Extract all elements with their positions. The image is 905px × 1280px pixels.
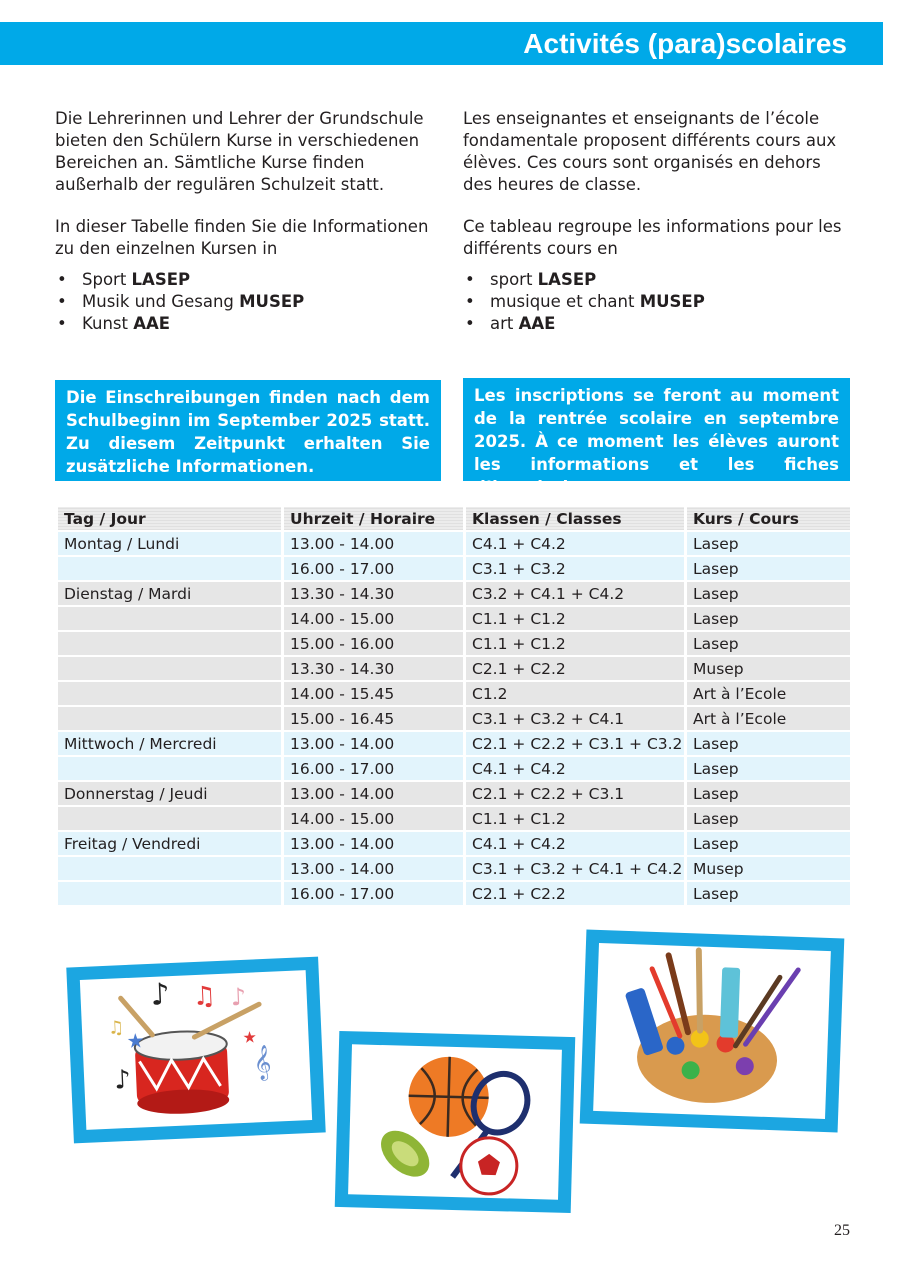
table-row (58, 832, 850, 855)
cell-classes: C1.2 (466, 682, 684, 705)
sports-illustration-canvas (348, 1044, 562, 1199)
german-column (55, 108, 445, 335)
bullet: • (465, 292, 475, 311)
cell-day (58, 757, 281, 780)
german-notice: Die Einschreibungen finden nach dem Schulbeginn im September 2025 statt. Zu diesem Zeitpunkt erhalten Sie zusätzliche Informationen. (55, 380, 441, 481)
cell-course: Lasep (687, 632, 850, 655)
cell-day (58, 707, 281, 730)
table-row (58, 807, 850, 830)
drum-icon (80, 970, 312, 1130)
cell-course: Lasep (687, 832, 850, 855)
cell-course: Art à l’Ecole (687, 707, 850, 730)
cell-day: Mittwoch / Mercredi (58, 732, 281, 755)
cell-classes: C3.1 + C3.2 + C4.1 + C4.2 (466, 857, 684, 880)
cell-day (58, 657, 281, 680)
french-intro: Les enseignantes et enseignants de l’école fondamentale proposent différents cours aux élèves. Ces cours sont organisés en dehors des heures de classe. (463, 109, 837, 194)
cell-day (58, 807, 281, 830)
art-illustration-canvas (593, 943, 831, 1119)
list-item-text: sport (490, 270, 538, 289)
list-item (463, 313, 853, 335)
cell-time: 15.00 - 16.00 (284, 632, 463, 655)
title-bar (0, 22, 883, 65)
list-item (55, 269, 445, 291)
cell-day: Freitag / Vendredi (58, 832, 281, 855)
cell-classes: C1.1 + C1.2 (466, 807, 684, 830)
table-row (58, 607, 850, 630)
table-row (58, 782, 850, 805)
cell-classes: C4.1 + C4.2 (466, 757, 684, 780)
cell-time: 16.00 - 17.00 (284, 757, 463, 780)
cell-classes: C3.2 + C4.1 + C4.2 (466, 582, 684, 605)
cell-course: Lasep (687, 532, 850, 555)
cell-time: 16.00 - 17.00 (284, 882, 463, 905)
list-item-code: MUSEP (639, 292, 705, 311)
bullet: • (465, 270, 475, 289)
french-course-list (463, 269, 853, 335)
bullet: • (57, 314, 67, 333)
german-course-list (55, 269, 445, 335)
table-row (58, 557, 850, 580)
svg-text:♪: ♪ (149, 977, 171, 1013)
header-classes: Klassen / Classes (466, 507, 684, 530)
cell-time: 13.00 - 14.00 (284, 857, 463, 880)
cell-day (58, 557, 281, 580)
table-header-row (58, 507, 850, 530)
cell-time: 13.00 - 14.00 (284, 532, 463, 555)
art-supplies-illustration (580, 930, 845, 1133)
list-item-code: LASEP (131, 270, 191, 289)
cell-course: Art à l’Ecole (687, 682, 850, 705)
cell-classes: C2.1 + C2.2 + C3.1 (466, 782, 684, 805)
cell-course: Lasep (687, 782, 850, 805)
page-title: Activités (para)scolaires (523, 28, 847, 59)
palette-icon (593, 943, 831, 1119)
cell-time: 13.00 - 14.00 (284, 732, 463, 755)
cell-classes: C1.1 + C1.2 (466, 632, 684, 655)
cell-day: Dienstag / Mardi (58, 582, 281, 605)
cell-course: Musep (687, 657, 850, 680)
table-row (58, 757, 850, 780)
french-column (463, 108, 853, 335)
cell-classes: C4.1 + C4.2 (466, 832, 684, 855)
bullet: • (57, 292, 67, 311)
svg-text:𝄞: 𝄞 (252, 1044, 273, 1081)
cell-time: 16.00 - 17.00 (284, 557, 463, 580)
cell-time: 14.00 - 15.45 (284, 682, 463, 705)
cell-course: Lasep (687, 582, 850, 605)
cell-day (58, 857, 281, 880)
cell-course: Lasep (687, 757, 850, 780)
svg-text:♫: ♫ (107, 1017, 125, 1039)
cell-day (58, 607, 281, 630)
list-item-code: AAE (518, 314, 556, 333)
german-intro: Die Lehrerinnen und Lehrer der Grundschule bieten den Schülern Kurse in verschiedenen Bereichen an. Sämtliche Kurse finden außerhalb der regulären Schulzeit statt. (55, 109, 424, 194)
table-row (58, 857, 850, 880)
bullet: • (465, 314, 475, 333)
music-drum-illustration (66, 957, 325, 1144)
list-item (55, 291, 445, 313)
cell-day (58, 682, 281, 705)
header-course: Kurs / Cours (687, 507, 850, 530)
list-item (55, 313, 445, 335)
list-item-text: art (490, 314, 519, 333)
cell-course: Lasep (687, 607, 850, 630)
german-table-intro: In dieser Tabelle finden Sie die Informationen zu den einzelnen Kursen in (55, 217, 429, 258)
list-item-text: Musik und Gesang (82, 292, 240, 311)
list-item (463, 269, 853, 291)
table-row (58, 732, 850, 755)
cell-time: 13.00 - 14.00 (284, 832, 463, 855)
table-row (58, 707, 850, 730)
svg-text:★: ★ (242, 1027, 258, 1047)
svg-text:♫: ♫ (192, 981, 217, 1013)
cell-classes: C4.1 + C4.2 (466, 532, 684, 555)
sports-balls-icon (348, 1044, 562, 1199)
cell-course: Lasep (687, 807, 850, 830)
bullet: • (57, 270, 67, 289)
svg-text:★: ★ (126, 1028, 145, 1054)
cell-course: Musep (687, 857, 850, 880)
svg-text:♪: ♪ (113, 1064, 132, 1096)
cell-course: Lasep (687, 557, 850, 580)
cell-time: 14.00 - 15.00 (284, 607, 463, 630)
music-illustration-canvas (80, 970, 312, 1130)
list-item (463, 291, 853, 313)
list-item-text: Sport (82, 270, 132, 289)
cell-day: Donnerstag / Jeudi (58, 782, 281, 805)
cell-classes: C3.1 + C3.2 + C4.1 (466, 707, 684, 730)
table-row (58, 657, 850, 680)
cell-day: Montag / Lundi (58, 532, 281, 555)
cell-time: 14.00 - 15.00 (284, 807, 463, 830)
cell-classes: C2.1 + C2.2 (466, 882, 684, 905)
cell-classes: C3.1 + C3.2 (466, 557, 684, 580)
cell-classes: C2.1 + C2.2 + C3.1 + C3.2 (466, 732, 684, 755)
cell-time: 15.00 - 16.45 (284, 707, 463, 730)
table-row (58, 882, 850, 905)
cell-time: 13.00 - 14.00 (284, 782, 463, 805)
list-item-code: MUSEP (239, 292, 305, 311)
header-time: Uhrzeit / Horaire (284, 507, 463, 530)
header-day: Tag / Jour (58, 507, 281, 530)
french-table-intro: Ce tableau regroupe les informations pour les différents cours en (463, 217, 842, 258)
schedule-table (55, 505, 853, 907)
list-item-text: musique et chant (490, 292, 640, 311)
table-row (58, 682, 850, 705)
cell-time: 13.30 - 14.30 (284, 582, 463, 605)
list-item-code: AAE (133, 314, 171, 333)
cell-course: Lasep (687, 882, 850, 905)
cell-classes: C1.1 + C1.2 (466, 607, 684, 630)
cell-day (58, 882, 281, 905)
table-row (58, 582, 850, 605)
french-notice: Les inscriptions se feront au moment de la rentrée scolaire en septembre 2025. À ce moment les élèves auront les informations et les fiches d’inscriptions. (463, 378, 850, 481)
sports-balls-illustration (335, 1031, 576, 1213)
cell-classes: C2.1 + C2.2 (466, 657, 684, 680)
cell-course: Lasep (687, 732, 850, 755)
table-row (58, 532, 850, 555)
cell-time: 13.30 - 14.30 (284, 657, 463, 680)
table-row (58, 632, 850, 655)
page-number: 25 (834, 1222, 850, 1239)
list-item-text: Kunst (82, 314, 134, 333)
svg-text:♪: ♪ (230, 982, 247, 1012)
cell-day (58, 632, 281, 655)
list-item-code: LASEP (537, 270, 597, 289)
